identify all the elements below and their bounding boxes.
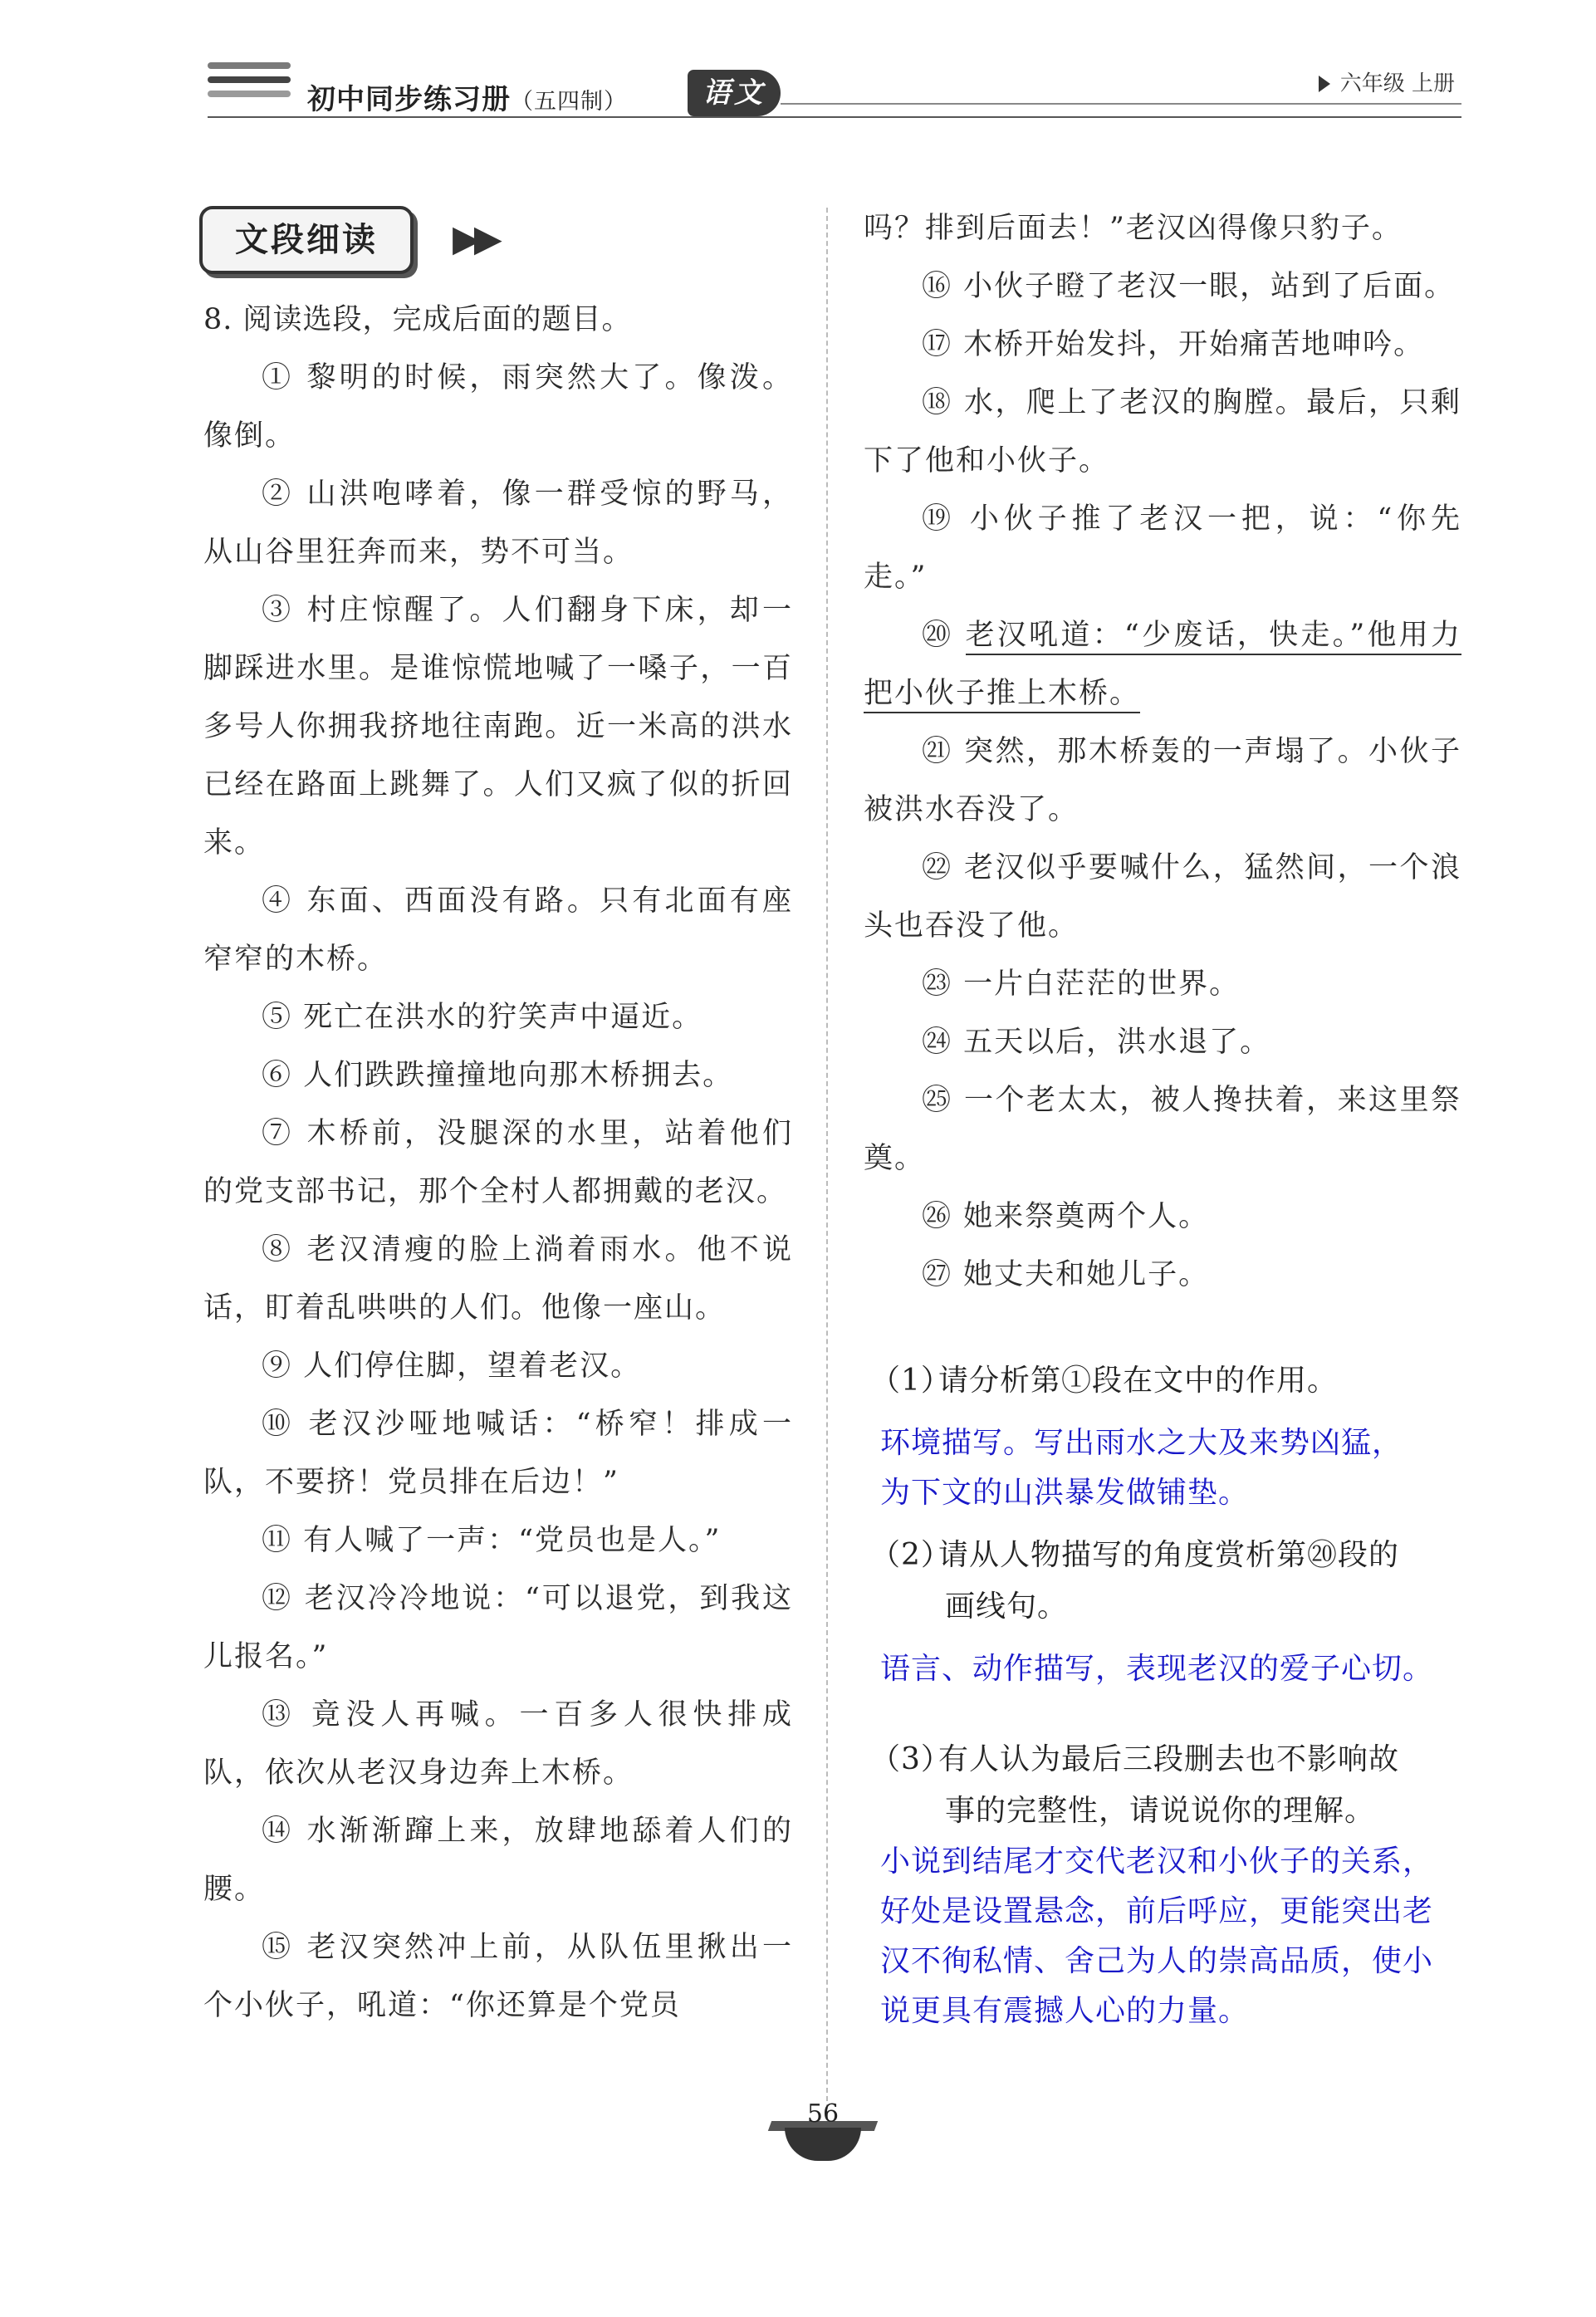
book-title-text: 初中同步练习册 xyxy=(307,83,511,116)
double-arrow-icon: ▶▶ xyxy=(453,218,496,260)
answer-3-line: 小说到结尾才交代老汉和小伙子的关系， xyxy=(880,1844,1434,1879)
question-2-text: 请从人物描写的角度赏析第⑳段的 xyxy=(938,1538,1400,1572)
passage-paragraph: ⑪ 有人喊了一声：“党员也是人。” xyxy=(262,1524,722,1557)
page-header xyxy=(0,0,1596,141)
passage-paragraph: ⑬ 竟没人再喊。一百多人很快排成队，依次从老汉身边奔上木桥。 xyxy=(203,1698,793,1790)
passage-paragraph: ⑲ 小伙子推了老汉一把，说：“你先走。” xyxy=(864,502,1461,594)
question-1-prompt xyxy=(870,1355,1485,1407)
questions-section xyxy=(870,1355,1485,2036)
passage-paragraph: ① 黎明的时候，雨突然大了。像泼。像倒。 xyxy=(203,361,793,453)
passage-paragraph: ㉕ 一个老太太，被人搀扶着，来这里祭奠。 xyxy=(864,1084,1461,1175)
passage-paragraph: ㉓ 一片白茫茫的世界。 xyxy=(922,967,1241,1001)
question-1-number: （1） xyxy=(870,1364,952,1398)
passage-paragraph: ㉒ 老汉似乎要喊什么，猛然间，一个浪头也吞没了他。 xyxy=(864,851,1461,943)
paragraph-20-number: ⑳ xyxy=(922,619,954,652)
question-3-text: 有人认为最后三段删去也不影响故 xyxy=(938,1742,1400,1776)
section-label: 文段细读 xyxy=(199,206,414,274)
passage-paragraph: ⑦ 木桥前，没腿深的水里，站着他们的党支部书记，那个全村人都拥戴的老汉。 xyxy=(203,1117,793,1208)
passage-paragraph: ㉑ 突然，那木桥轰的一声塌了。小伙子被洪水吞没了。 xyxy=(864,735,1461,826)
answer-1-line: 环境描写。写出雨水之大及来势凶猛， xyxy=(880,1426,1403,1460)
question-3-number: （3） xyxy=(870,1742,952,1776)
paragraph-20-underlined-text: 老汉吼道：“少废话，快走。”他用力把小伙子推上木桥。 xyxy=(864,619,1461,713)
passage-paragraph: ③ 村庄惊醒了。人们翻身下床，却一脚踩进水里。是谁惊慌地喊了一嗓子，一百多号人你拥我挤地往南跑。近一米高的洪水已经在路面上跳舞了。人们又疯了似的折回来。 xyxy=(203,594,793,860)
passage-paragraph: ⑧ 老汉清瘦的脸上淌着雨水。他不说话，盯着乱哄哄的人们。他像一座山。 xyxy=(203,1233,793,1325)
triangle-right-icon xyxy=(1319,76,1330,92)
book-title xyxy=(307,76,627,117)
answer-3-line: 说更具有震撼人心的力量。 xyxy=(880,1994,1250,2028)
grad-cap-base xyxy=(785,2128,861,2161)
answer-1-line: 为下文的山洪暴发做铺垫。 xyxy=(880,1476,1250,1510)
answer-3-line: 汉不徇私情、舍己为人的崇高品质，使小 xyxy=(880,1944,1434,1978)
question-intro: 8. 阅读选段，完成后面的题目。 xyxy=(203,303,632,336)
book-title-edition: （五四制） xyxy=(511,89,627,115)
grade-text: 六年级 上册 xyxy=(1339,71,1455,96)
passage-left-paragraphs xyxy=(203,349,793,2035)
question-1 xyxy=(870,1355,1485,1518)
passage-paragraph: ㉔ 五天以后，洪水退了。 xyxy=(922,1026,1271,1059)
passage-paragraph: ⑤ 死亡在洪水的狞笑声中逼近。 xyxy=(262,1001,703,1034)
subject-badge: 语文 xyxy=(688,70,781,116)
passage-paragraph: ㉗ 她丈夫和她儿子。 xyxy=(922,1258,1210,1291)
question-1-text: 请分析第①段在文中的作用。 xyxy=(938,1364,1339,1398)
header-rule xyxy=(208,116,1461,118)
answer-2-line: 语言、动作描写，表现老汉的爱子心切。 xyxy=(880,1652,1434,1686)
question-3-prompt xyxy=(870,1734,1485,1837)
question-2-text-cont: 画线句。 xyxy=(945,1590,1069,1624)
passage-right-paragraphs xyxy=(864,257,1461,606)
passage-paragraph: ㉖ 她来祭奠两个人。 xyxy=(922,1200,1210,1233)
passage-paragraph: ⑭ 水渐渐蹿上来，放肆地舔着人们的腰。 xyxy=(203,1815,793,1906)
passage-paragraph: ② 山洪咆哮着，像一群受惊的野马，从山谷里狂奔而来，势不可当。 xyxy=(203,478,793,569)
question-2-prompt xyxy=(870,1530,1485,1633)
header-rule-upper xyxy=(781,103,1461,105)
answer-3-line: 好处是设置悬念，前后呼应，更能突出老 xyxy=(880,1894,1434,1928)
question-2-number: （2） xyxy=(870,1538,952,1572)
grade-label xyxy=(1319,66,1455,97)
passage-left-column xyxy=(203,291,793,2035)
passage-paragraph: ⑩ 老汉沙哑地喊话：“桥窄！排成一队，不要挤！党员排在后边！” xyxy=(203,1408,793,1499)
header-stripes-decoration xyxy=(208,62,291,105)
passage-paragraph: ⑫ 老汉冷冷地说：“可以退党，到我这儿报名。” xyxy=(203,1582,793,1673)
passage-paragraph: ⑨ 人们停住脚，望着老汉。 xyxy=(262,1350,642,1383)
passage-paragraph: ⑥ 人们跌跌撞撞地向那木桥拥去。 xyxy=(262,1059,734,1092)
passage-paragraph: ④ 东面、西面没有路。只有北面有座窄窄的木桥。 xyxy=(203,884,793,976)
page-number xyxy=(765,2099,881,2128)
passage-paragraph: ⑯ 小伙子瞪了老汉一眼，站到了后面。 xyxy=(922,270,1456,303)
passage-paragraph: ⑱ 水，爬上了老汉的胸膛。最后，只剩下了他和小伙子。 xyxy=(864,386,1461,478)
question-3-text-cont: 事的完整性，请说说你的理解。 xyxy=(945,1794,1376,1828)
passage-right-column xyxy=(864,199,1461,1304)
question-3 xyxy=(870,1734,1485,2036)
passage-continuation: 吗？排到后面去！”老汉凶得像只豹子。 xyxy=(864,212,1403,245)
page-number-text: 56 xyxy=(806,2099,840,2128)
question-2 xyxy=(870,1530,1485,1694)
passage-paragraph: ⑮ 老汉突然冲上前，从队伍里揪出一个小伙子，吼道：“你还算是个党员 xyxy=(203,1931,793,2022)
column-divider xyxy=(826,208,828,2118)
passage-paragraph: ⑰ 木桥开始发抖，开始痛苦地呻吟。 xyxy=(922,328,1425,361)
passage-right-paragraphs-end xyxy=(864,723,1461,1304)
paragraph-20 xyxy=(864,606,1461,723)
